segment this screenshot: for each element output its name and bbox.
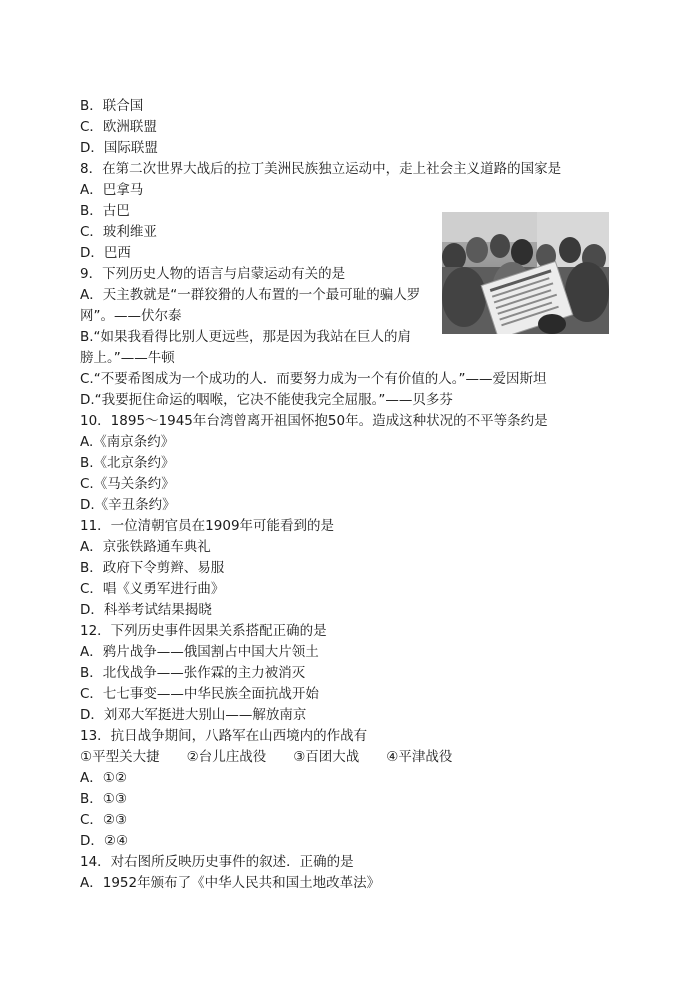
q13-statements: ①平型关大捷 ②台儿庄战役 ③百团大战 ④平津战役 — [80, 749, 453, 765]
question-14: 14．对右图所反映历史事件的叙述．正确的是 — [80, 854, 354, 870]
q12-option-b: B．北伐战争——张作霖的主力被消灭 — [80, 665, 306, 681]
option-b-un: B．联合国 — [80, 98, 144, 114]
q10-option-d: D.《辛丑条约》 — [80, 497, 176, 513]
q8-option-b: B．古巴 — [80, 203, 130, 219]
option-c-eu: C．欧洲联盟 — [80, 119, 157, 135]
q12-option-d: D．刘邓大军挺进大别山——解放南京 — [80, 707, 307, 723]
q13-option-c: C．②③ — [80, 812, 128, 828]
q9-option-b-line1: B.“如果我看得比别人更远些，那是因为我站在巨人的肩 — [80, 329, 412, 345]
q11-option-c: C．唱《义勇军进行曲》 — [80, 581, 225, 597]
question-9: 9．下列历史人物的语言与启蒙运动有关的是 — [80, 266, 346, 282]
q12-option-c: C．七七事变——中华民族全面抗战开始 — [80, 686, 319, 702]
q11-option-a: A．京张铁路通车典礼 — [80, 539, 211, 555]
q9-option-d: D.“我要扼住命运的咽喉，它决不能使我完全屈服。”——贝多芬 — [80, 392, 453, 408]
q9-option-c: C.“不要希图成为一个成功的人．而要努力成为一个有价值的人。”——爱因斯坦 — [80, 371, 547, 387]
question-8: 8．在第二次世界大战后的拉丁美洲民族独立运动中，走上社会主义道路的国家是 — [80, 161, 562, 177]
q10-option-a: A.《南京条约》 — [80, 434, 175, 450]
q8-option-c: C．玻利维亚 — [80, 224, 157, 240]
q13-option-b: B．①③ — [80, 791, 127, 807]
q14-option-a: A．1952年颁布了《中华人民共和国土地改革法》 — [80, 875, 381, 891]
q13-option-d: D．②④ — [80, 833, 129, 849]
question-13: 13．抗日战争期间，八路军在山西境内的作战有 — [80, 728, 368, 744]
q8-option-d: D．巴西 — [80, 245, 131, 261]
option-d-league: D．国际联盟 — [80, 140, 158, 156]
q9-option-b-line2: 膀上。”——牛顿 — [80, 350, 175, 366]
question-10: 10．1895～1945年台湾曾离开祖国怀抱50年。造成这种状况的不平等条约是 — [80, 413, 548, 429]
q9-option-a-line1: A．天主教就是“一群狡猾的人布置的一个最可耻的骗人罗 — [80, 287, 421, 303]
q11-option-b: B．政府下令剪辫、易服 — [80, 560, 225, 576]
question-11: 11．一位清朝官员在1909年可能看到的是 — [80, 518, 335, 534]
q10-option-b: B.《北京条约》 — [80, 455, 175, 471]
q12-option-a: A．鸦片战争——俄国割占中国大片领土 — [80, 644, 319, 660]
q9-option-a-line2: 网”。——伏尔泰 — [80, 308, 182, 324]
historical-photo — [442, 212, 609, 334]
question-12: 12．下列历史事件因果关系搭配正确的是 — [80, 623, 327, 639]
q10-option-c: C.《马关条约》 — [80, 476, 175, 492]
q13-option-a: A．①② — [80, 770, 127, 786]
q8-option-a: A．巴拿马 — [80, 182, 144, 198]
crowd-with-document-image — [442, 212, 609, 334]
q11-option-d: D．科举考试结果揭晓 — [80, 602, 212, 618]
